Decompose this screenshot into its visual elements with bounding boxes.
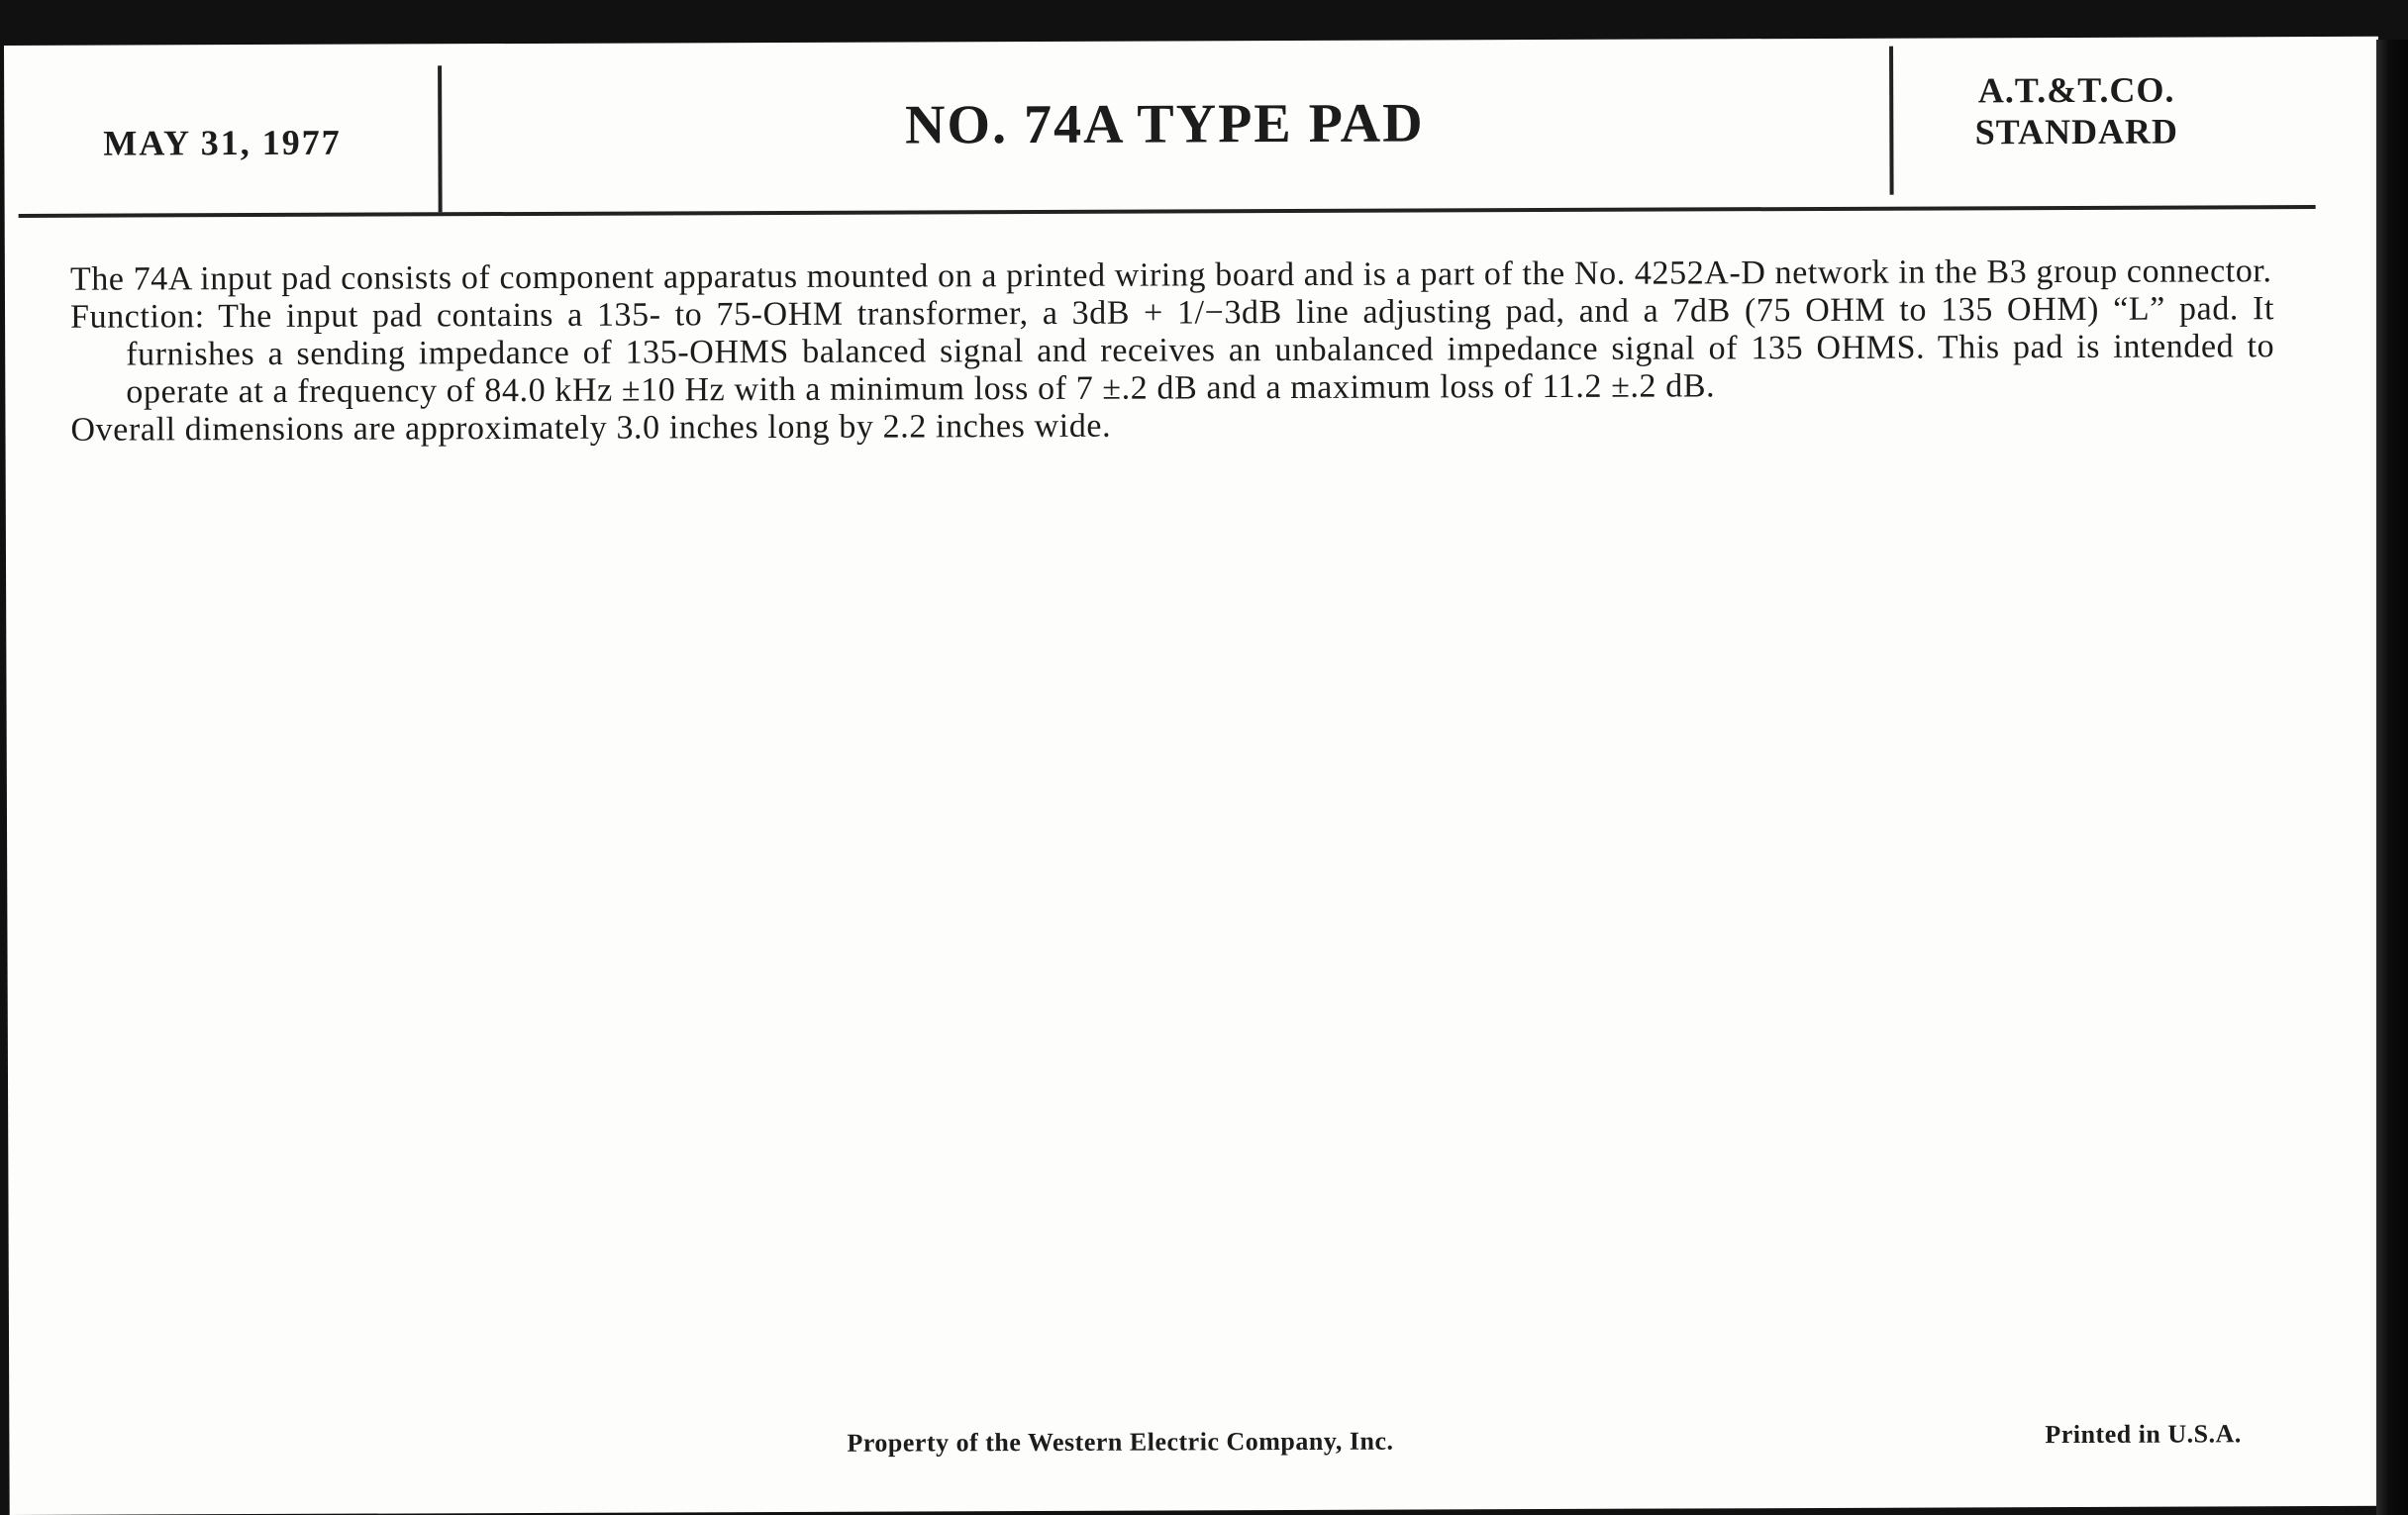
header-rule — [19, 205, 2316, 218]
description-body — [70, 252, 2275, 450]
standard-line-2: STANDARD — [1974, 111, 2179, 152]
printed-notice: Printed in U.S.A. — [2045, 1419, 2242, 1450]
dimensions-paragraph: Overall dimensions are approximately 3.0 inches long by 2.2 inches wide. — [70, 407, 1112, 449]
data-card — [4, 37, 2384, 1515]
issue-date: MAY 31, 1977 — [103, 122, 342, 163]
description-paragraph: The 74A input pad consists of component apparatus mounted on a printed wiring board and is a part of the No. 4252A-D network in the B3 group connector. — [69, 252, 2272, 298]
scan-edge-shadow — [2376, 40, 2408, 1515]
function-paragraph: Function: The input pad contains a 135- to 75-OHM transformer, a 3dB + 1/−3dB line adjusting pad, and a 7dB (75 OHM to 135 OHM) “L” pad. It furnishes a sending impedance of 135-OHMS balanced signal and receives an unbalanced impedance signal of 135 OHMS. This pad is intended to operate at a frequency of 84.0 kHz ±10 Hz with a minimum loss of 7 ±.2 dB and a maximum loss of 11.2 ±.2 dB. — [69, 290, 2275, 411]
standard-line-1: A.T.&T.CO. — [1977, 69, 2175, 111]
property-notice: Property of the Western Electric Company, Inc. — [847, 1426, 1394, 1458]
standard-block — [1893, 68, 2259, 152]
page-title: NO. 74A TYPE PAD — [904, 92, 1425, 156]
